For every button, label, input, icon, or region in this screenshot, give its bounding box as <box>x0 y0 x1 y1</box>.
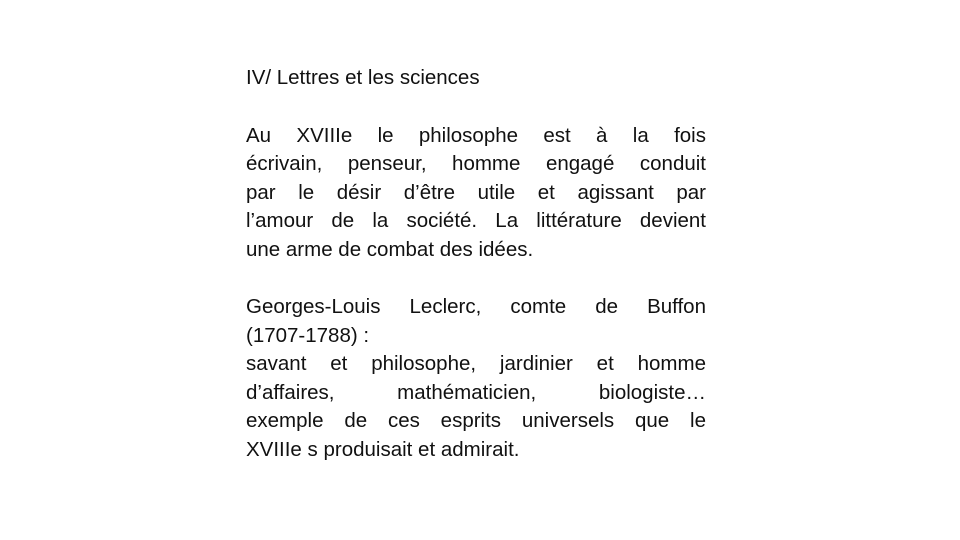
paragraph-line: Georges-Louis Leclerc, comte de Buffon <box>246 295 706 318</box>
paragraph-line: par le désir d’être utile et agissant par <box>246 180 706 204</box>
paragraph-line: écrivain, penseur, homme engagé conduit <box>246 152 706 175</box>
paragraph-line: (1707-1788) : <box>246 323 370 347</box>
text-block <box>246 64 706 464</box>
paragraph-buffon <box>246 293 706 464</box>
paragraph-line: savant et philosophe, jardinier et homme <box>246 352 706 375</box>
paragraph-line: d’affaires, mathématicien, biologiste… <box>246 380 706 404</box>
paragraph-line: Au XVIIIe le philosophe est à la fois <box>246 123 706 147</box>
paragraph-line: une arme de combat des idées. <box>246 237 534 261</box>
paragraph-philosophe <box>246 122 706 265</box>
paragraph-line: XVIIIe s produisait et admirait. <box>246 437 520 461</box>
paragraph-line: l’amour de la société. La littérature devient <box>246 209 706 232</box>
slide-heading: IV/ Lettres et les sciences <box>246 66 480 89</box>
paragraph-line: exemple de ces esprits universels que le <box>246 409 706 432</box>
